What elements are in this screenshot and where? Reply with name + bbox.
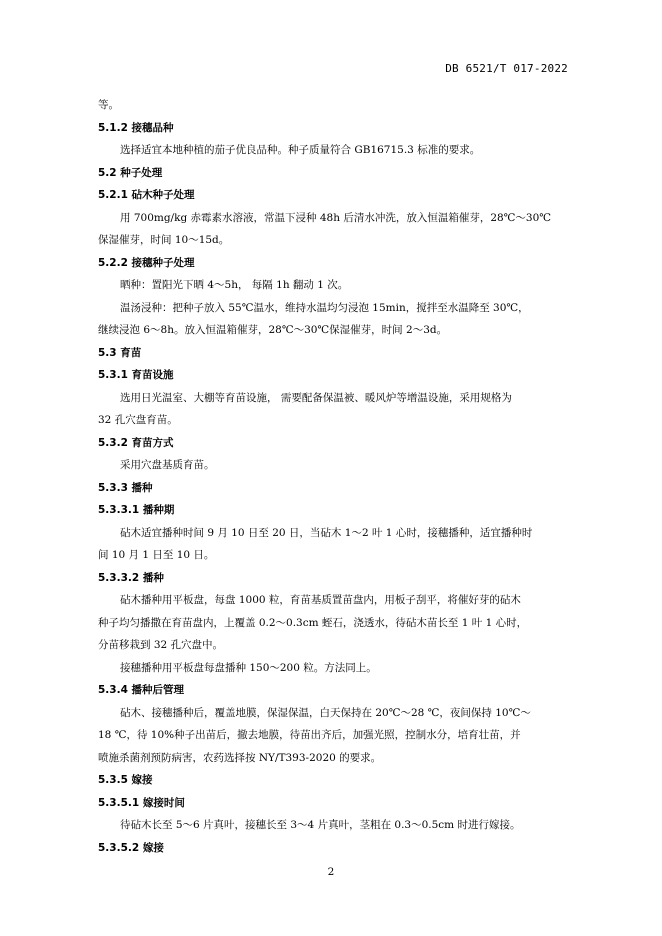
paragraph-line: 采用穴盘基质育苗。	[120, 459, 215, 471]
paragraph-line: 等。	[98, 99, 119, 111]
paragraph-line: 种子均匀播撒在育苗盘内，上覆盖 0.2～0.3cm 蛭石，浇透水，待砧木苗长至 1 叶 1 心时，	[98, 616, 528, 629]
paragraph-line: 待砧木长至 5～6 片真叶，接穗长至 3～4 片真叶，茎粗在 0.3～0.5cm 时进行嫁接。	[120, 819, 521, 831]
page-number: 2	[327, 866, 335, 878]
section-heading: 5.3.3.1 播种期	[98, 504, 175, 516]
paragraph-line: 接穗播种用平板盘每盘播种 150～200 粒。方法同上。	[120, 661, 377, 674]
section-heading: 5.1.2 接穗品种	[98, 121, 174, 134]
paragraph-line: 温汤浸种：把种子放入 55℃温水，维持水温均匀浸泡 15min，搅拌至水温降至 30℃，	[120, 301, 529, 314]
section-heading: 5.2.2 接穗种子处理	[98, 256, 195, 269]
paragraph-line: 间 10 月 1 日至 10 日。	[98, 549, 215, 561]
section-heading: 5.3.3 播种	[98, 481, 153, 494]
section-heading: 5.3.3.2 播种	[98, 571, 164, 584]
paragraph-line: 保湿催芽，时间 10～15d。	[98, 234, 230, 246]
section-heading: 5.3 育苗	[98, 346, 142, 359]
paragraph-line: 18 ℃，待 10%种子出苗后，撤去地膜，待苗出齐后，加强光照，控制水分，培育壮苗，并	[98, 729, 521, 741]
paragraph-line: 继续浸泡 6～8h。放入恒温箱催芽，28℃～30℃保湿催芽，时间 2～3d。	[98, 324, 448, 336]
section-heading: 5.3.5 嫁接	[98, 774, 153, 786]
paragraph-line: 32 孔穴盘育苗。	[98, 414, 178, 426]
section-heading: 5.2 种子处理	[98, 166, 163, 179]
paragraph-line: 砧木播种用平板盘，每盘 1000 粒，育苗基质置苗盘内，用板子刮平，将催好芽的砧木	[120, 594, 521, 606]
document-body	[98, 94, 568, 859]
paragraph-line: 选用日光温室、大棚等育苗设施， 需要配备保温被、暖风炉等增温设施，采用规格为	[120, 391, 512, 404]
section-heading: 5.3.2 育苗方式	[98, 436, 174, 449]
paragraph-line: 选择适宜本地种植的茄子优良品种。种子质量符合 GB16715.3 标准的要求。	[120, 144, 481, 156]
paragraph-line: 用 700mg/kg 赤霉素水溶液，常温下浸种 48h 后清水冲洗，放入恒温箱催芽，28℃～30℃	[120, 211, 552, 224]
section-heading: 5.2.1 砧木种子处理	[98, 189, 195, 201]
document-code-header: DB 6521/T 017-2022	[445, 62, 568, 75]
paragraph-line: 晒种：置阳光下晒 4～5h， 每隔 1h 翻动 1 次。	[120, 279, 349, 291]
paragraph-line: 砧木适宜播种时间 9 月 10 日至 20 日，当砧木 1～2 叶 1 心时，接穗播种，适宜播种时	[120, 526, 533, 539]
section-heading: 5.3.5.1 嫁接时间	[98, 796, 185, 809]
paragraph-line: 喷施杀菌剂预防病害，农药选择按 NY/T393-2020 的要求。	[98, 751, 382, 764]
section-heading: 5.3.1 育苗设施	[98, 369, 174, 381]
section-heading: 5.3.4 播种后管理	[98, 684, 185, 696]
paragraph-line: 砧木、接穗播种后，覆盖地膜，保湿保温，白天保持在 20℃～28 ℃，夜间保持 10℃～	[120, 706, 531, 719]
paragraph-line: 分苗移栽到 32 孔穴盘中。	[98, 639, 224, 651]
section-heading: 5.3.5.2 嫁接	[98, 841, 164, 854]
